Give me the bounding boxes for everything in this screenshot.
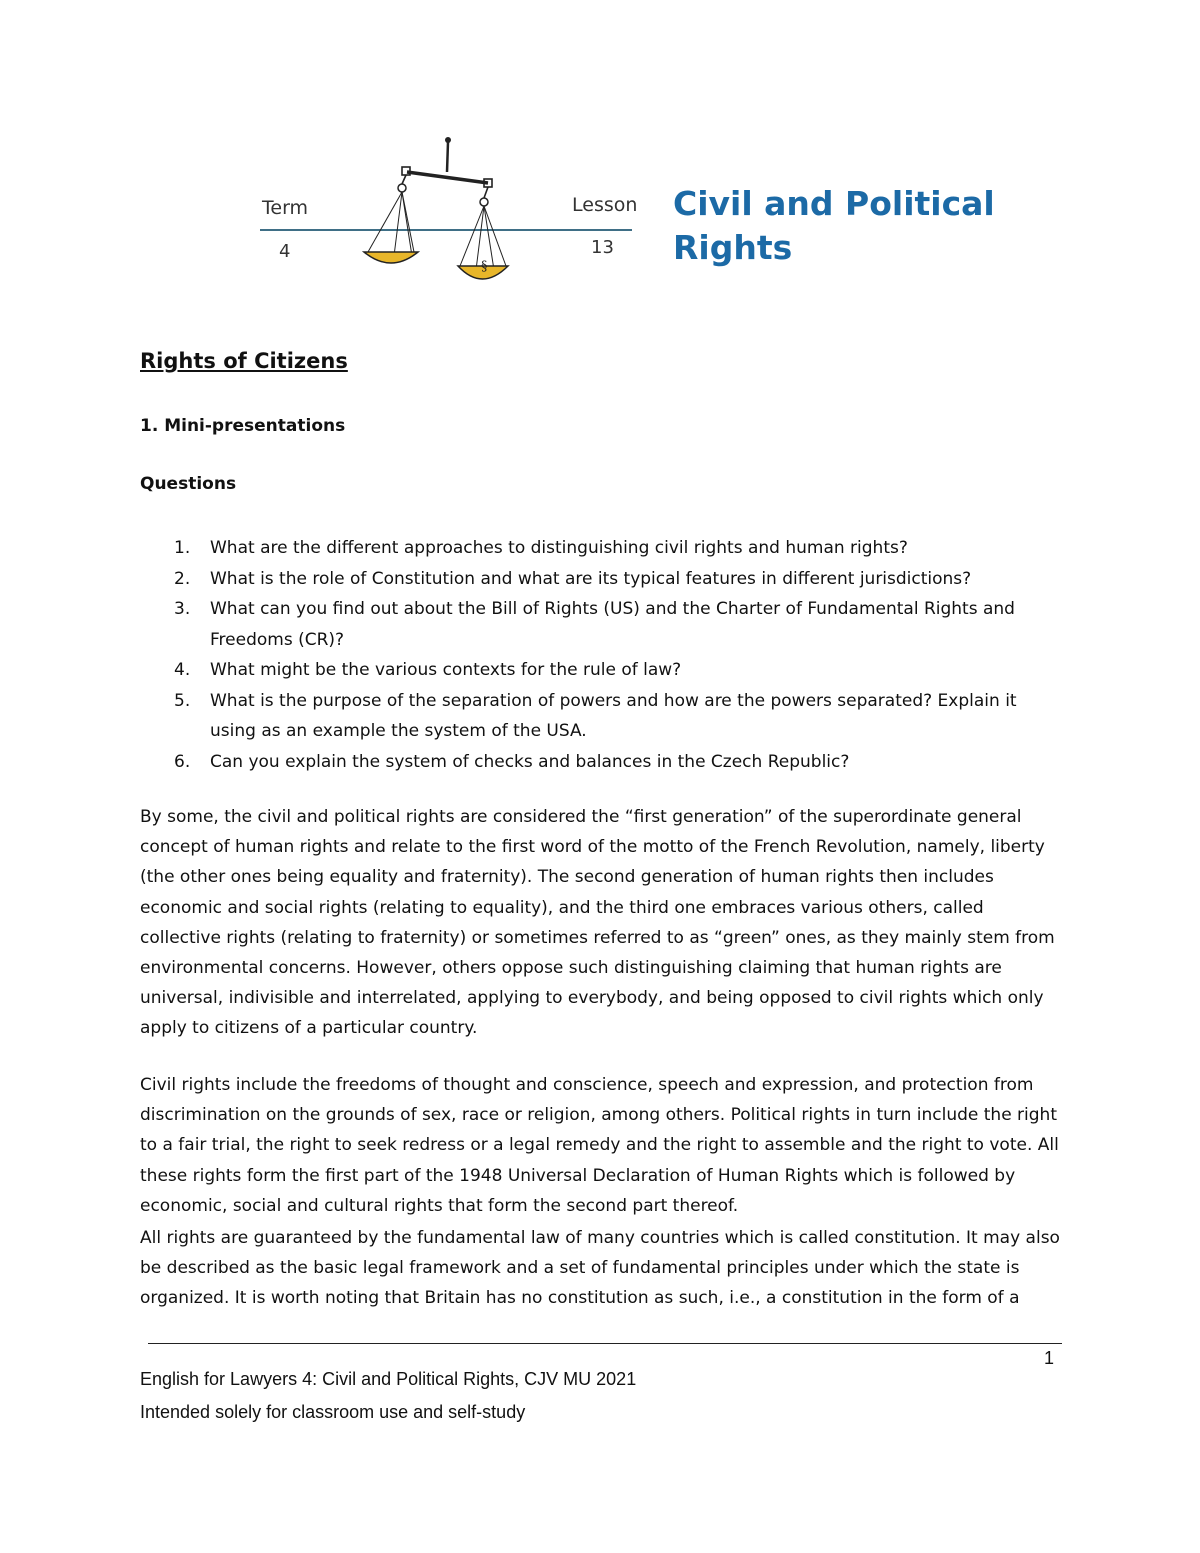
question-number: 2. [174,568,191,589]
section-sign-mark: § [481,259,488,274]
subheading-mini-presentations: 1. Mini-presentations [140,416,346,436]
scales-of-justice-icon [350,132,520,292]
question-item [140,594,1060,655]
question-text: What are the different approaches to distinguishing civil rights and human rights? [210,538,908,558]
question-item [140,533,1060,564]
question-text: What is the purpose of the separation of powers and how are the powers separated? Explain it using as an example the system of the USA. [210,690,1017,741]
question-number: 5. [174,690,191,711]
paragraph-constitution: All rights are guaranteed by the fundamental law of many countries which is called constitution. It may also be described as the basic legal framework and a set of fundamental principles under which the state is organized. It is worth noting that Britain has no constitution as such, i.e., a constitution in the form of a [140,1228,1060,1309]
section-title: Rights of Citizens [140,349,348,373]
question-number: 1. [174,538,191,558]
question-number: 3. [174,599,191,619]
question-text: What might be the various contexts for the rule of law? [210,660,682,680]
paragraph-generations: By some, the civil and political rights are considered the “first generation” of the superordinate general concept of human rights and relate to the first word of the motto of the French Revolution, namely, liberty (the other ones being equality and fraternity). The second generation of human rights then includes economic and social rights (relating to equality), and the third one embraces various others, called collective rights (relating to fraternity) or sometimes referred to as “green” ones, as they mainly stem from environmental concerns. However, others oppose such distinguishing claiming that human rights are universal, indivisible and interrelated, applying to everybody, and being opposed to civil rights which only apply to citizens of a particular country. [140,807,1055,1039]
footer-course-line: English for Lawyers 4: Civil and Political Rights, CJV MU 2021 [140,1369,637,1389]
question-item [140,747,1060,778]
question-text: What can you find out about the Bill of Rights (US) and the Charter of Fundamental Rights and Freedoms (CR)? [210,599,1015,650]
lesson-label: Lesson [572,194,638,216]
lesson-header [0,0,1200,300]
question-item [140,686,1060,747]
questions-list [140,533,1060,777]
question-item [140,655,1060,686]
lesson-number: 13 [591,237,614,258]
lesson-title-line2: Rights [673,228,793,267]
lesson-title-line1: Civil and Political [673,184,995,223]
question-number: 6. [174,751,191,772]
question-item [140,564,1060,595]
paragraph-civil-rights: Civil rights include the freedoms of thought and conscience, speech and expression, and protection from discrimination on the grounds of sex, race or religion, among others. Political rights in turn include the right to a fair trial, the right to seek redress or a legal remedy and the right to assemble and the right to vote. All these rights form the first part of the 1948 Universal Declaration of Human Rights which is followed by economic, social and cultural rights that form the second part thereof. [140,1075,1059,1216]
question-text: Can you explain the system of checks and balances in the Czech Republic? [210,751,850,772]
page-number: 1 [1044,1348,1055,1368]
question-text: What is the role of Constitution and what are its typical features in different jurisdictions? [210,568,972,589]
question-number: 4. [174,660,191,680]
footer-usage-line: Intended solely for classroom use and self-study [140,1402,526,1422]
lesson-title [673,182,1073,270]
footer-rule [148,1343,1062,1344]
term-number: 4 [279,241,291,262]
term-label: Term [262,197,309,219]
questions-heading: Questions [140,474,237,494]
